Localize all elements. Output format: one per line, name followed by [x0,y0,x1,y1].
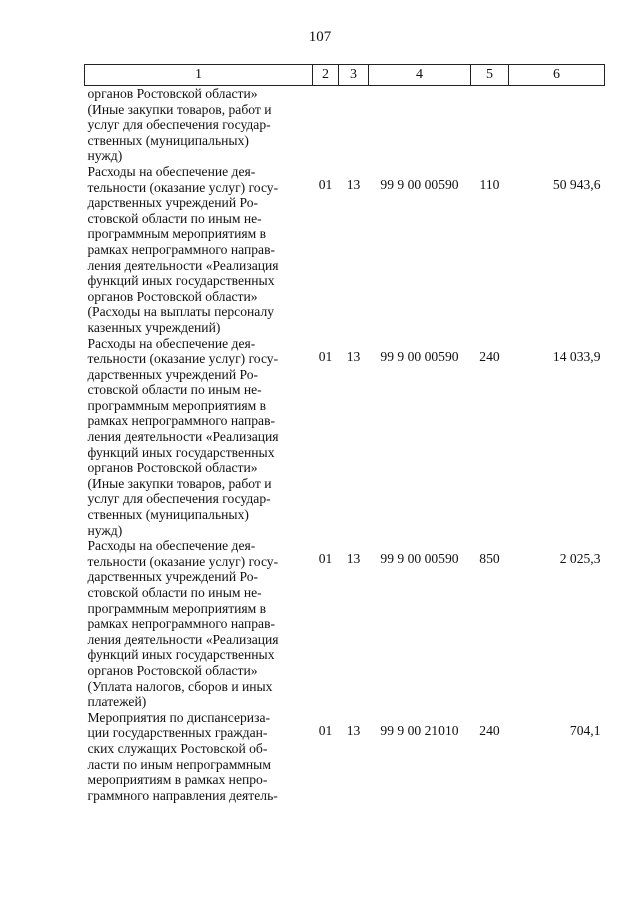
budget-table [84,64,605,803]
header-col-6: 6 [509,65,605,86]
table-row [85,538,605,710]
row-section-code: 01 [318,348,333,364]
table-row [85,86,605,164]
row-section-code: 01 [318,551,333,567]
row-target-article: 99 9 00 21010 [380,722,459,738]
header-col-1: 1 [85,65,313,86]
row-expense-type: 850 [479,551,500,567]
row-expense-type: 240 [479,722,500,738]
row-amount: 2 025,3 [559,551,601,567]
row-amount: 50 943,6 [552,176,601,192]
row-subsection-code [339,86,369,164]
row-description: Расходы на обеспечение дея- тельности (оказание услуг) госу- дарственных учреждений Ро- стовской области по иным не- программным мероприятиям в рамках непрограммного направ- ления деятельности «Реализация функций иных государственных органов Ростовской области» (Уплата налогов, сборов и иных платежей) [87,538,279,710]
row-amount [509,86,605,164]
row-target-article: 99 9 00 00590 [380,176,459,192]
row-section-code [313,86,339,164]
row-subsection-code: 13 [346,551,361,567]
row-target-article: 99 9 00 00590 [380,348,459,364]
row-expense-type [471,86,509,164]
row-expense-type: 110 [479,176,500,192]
row-description: Расходы на обеспечение дея- тельности (оказание услуг) госу- дарственных учреждений Ро- стовской области по иным не- программным мероприятиям в рамках непрограммного направ- ления деятельности «Реализация функций иных государственных органов Ростовской области» (Расходы на выплаты персоналу казенных учреждений) [87,163,279,335]
table-header-row [85,65,605,86]
header-col-4: 4 [369,65,471,86]
row-description: органов Ростовской области» (Иные закупки товаров, работ и услуг для обеспечения государ- ственных (муниципальных) нужд) [87,86,272,164]
row-subsection-code: 13 [346,348,361,364]
header-col-3: 3 [339,65,369,86]
row-section-code: 01 [318,722,333,738]
row-section-code: 01 [318,176,333,192]
table-row [85,710,605,804]
row-expense-type: 240 [479,348,500,364]
row-subsection-code: 13 [346,176,361,192]
table-row [85,336,605,539]
row-amount: 14 033,9 [552,348,601,364]
row-description: Мероприятия по диспансериза- ции государственных граждан- ских служащих Ростовской об- ласти по иным непрограммным мероприятиям в рамках непро- граммного направления деятель- [87,709,278,803]
header-col-5: 5 [471,65,509,86]
header-col-2: 2 [313,65,339,86]
page-number: 107 [308,29,332,45]
row-description: Расходы на обеспечение дея- тельности (оказание услуг) госу- дарственных учреждений Ро- стовской области по иным не- программным мероприятиям в рамках непрограммного направ- ления деятельности «Реализация функций иных государственных органов Ростовской области» (Иные закупки товаров, работ и услуг для обеспечения государ- ственных (муниципальных) нужд) [87,335,279,538]
row-target-article [369,86,471,164]
table-row [85,164,605,336]
row-subsection-code: 13 [346,722,361,738]
row-target-article: 99 9 00 00590 [380,551,459,567]
row-amount: 704,1 [569,722,601,738]
